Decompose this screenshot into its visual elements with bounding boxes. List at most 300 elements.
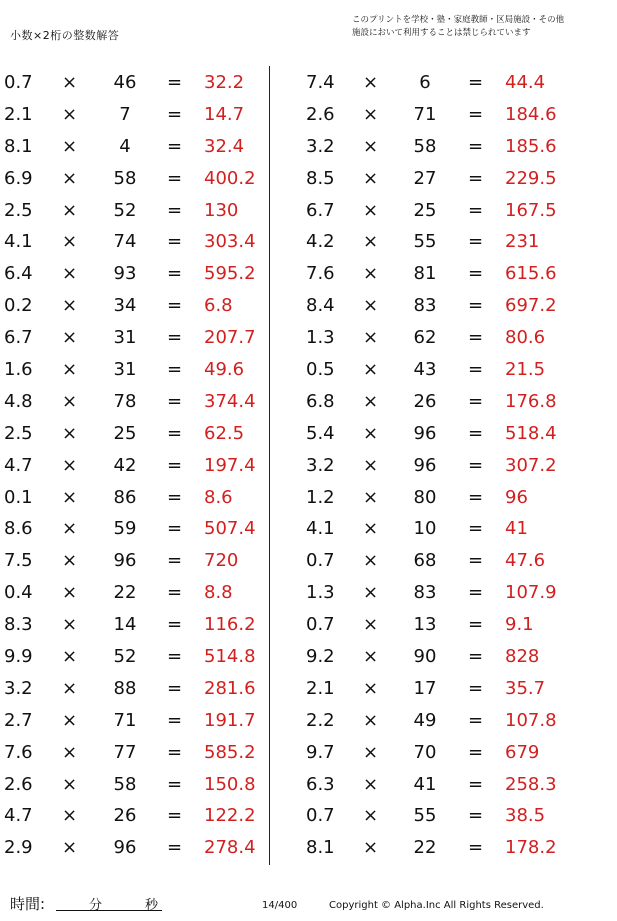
equals-sign: = [167,72,183,93]
answer: 47.6 [505,550,546,572]
answer: 507.4 [204,518,256,540]
answer: 96 [505,486,528,508]
seconds-label: 秒 [145,898,159,913]
problem-row [0,800,300,832]
answer: 374.4 [204,390,256,412]
multiplicand: 9.9 [4,646,33,668]
equals-sign: = [167,741,183,763]
answer: 80.6 [505,327,546,349]
multiplicand: 9.7 [306,741,335,763]
times-sign: × [62,518,78,540]
multiplicand: 3.2 [306,454,335,476]
times-sign: × [363,837,379,859]
equals-sign: = [167,263,183,285]
times-sign: × [62,231,78,253]
usage-notice-line-2: 施設において利用することは禁じられています [352,28,531,38]
multiplicand: 0.5 [306,359,335,381]
multiplicand: 5.4 [306,422,335,444]
times-sign: × [62,359,78,381]
answer: 258.3 [505,773,557,795]
multiplier: 49 [413,709,437,731]
multiplicand: 1.2 [306,486,335,508]
multiplicand: 6.7 [4,327,33,349]
times-sign: × [62,199,78,221]
usage-notice [352,14,564,40]
equals-sign: = [167,167,183,189]
times-sign: × [363,550,379,572]
equals-sign: = [468,359,484,381]
multiplier: 83 [413,582,437,604]
multiplicand: 6.7 [306,199,335,221]
times-sign: × [363,646,379,668]
answer: 720 [204,550,239,572]
equals-sign: = [167,103,183,125]
answer: 828 [505,646,540,668]
multiplier: 70 [413,741,437,763]
answer: 207.7 [204,327,256,349]
equals-sign: = [167,135,183,157]
multiplicand: 7.6 [4,741,33,763]
multiplier: 96 [113,550,137,572]
problem-row [0,131,300,163]
multiplier: 59 [113,518,137,540]
problem-row [300,832,600,864]
multiplier: 4 [119,135,131,157]
problem-row [300,354,600,386]
multiplier: 46 [113,72,137,93]
equals-sign: = [468,486,484,508]
multiplier: 13 [413,614,437,636]
times-sign: × [363,390,379,412]
footer [0,893,617,917]
times-sign: × [363,103,379,125]
equals-sign: = [167,486,183,508]
multiplier: 58 [113,167,137,189]
problem-row [300,195,600,227]
problem-row [0,769,300,801]
multiplicand: 8.5 [306,167,335,189]
answer: 178.2 [505,837,557,859]
multiplicand: 4.1 [306,518,335,540]
multiplicand: 1.6 [4,359,33,381]
multiplicand: 0.7 [4,72,33,93]
time-label: 時間: [10,895,46,913]
times-sign: × [62,486,78,508]
answer: 679 [505,741,540,763]
multiplier: 93 [113,263,137,285]
multiplicand: 0.4 [4,582,33,604]
times-sign: × [62,454,78,476]
multiplicand: 3.2 [4,677,33,699]
answer: 14.7 [204,103,245,125]
times-sign: × [363,135,379,157]
answer: 9.1 [505,614,534,636]
times-sign: × [363,614,379,636]
times-sign: × [363,199,379,221]
answer: 281.6 [204,677,256,699]
multiplier: 25 [413,199,437,221]
problem-row [0,673,300,705]
times-sign: × [62,773,78,795]
equals-sign: = [468,677,484,699]
multiplicand: 8.4 [306,295,335,317]
equals-sign: = [167,295,183,317]
multiplicand: 4.1 [4,231,33,253]
equals-sign: = [167,359,183,381]
answer: 38.5 [505,805,546,827]
multiplicand: 7.4 [306,72,335,93]
times-sign: × [62,263,78,285]
times-sign: × [62,805,78,827]
problem-row [300,737,600,769]
multiplicand: 8.3 [4,614,33,636]
times-sign: × [62,103,78,125]
times-sign: × [363,741,379,763]
equals-sign: = [468,550,484,572]
problem-row [300,131,600,163]
answer: 49.6 [204,359,245,381]
problem-row [300,99,600,131]
multiplier: 68 [413,550,437,572]
equals-sign: = [468,518,484,540]
problems-right-column [300,67,600,864]
multiplier: 22 [113,582,137,604]
multiplier: 80 [413,486,437,508]
multiplicand: 9.2 [306,646,335,668]
answer: 35.7 [505,677,546,699]
multiplier: 81 [413,263,437,285]
times-sign: × [363,582,379,604]
multiplier: 14 [113,614,137,636]
answer: 184.6 [505,103,557,125]
multiplicand: 2.5 [4,422,33,444]
answer: 176.8 [505,390,557,412]
times-sign: × [62,677,78,699]
multiplier: 31 [113,359,137,381]
multiplier: 41 [413,773,437,795]
multiplier: 90 [413,646,437,668]
times-sign: × [363,454,379,476]
equals-sign: = [167,709,183,731]
equals-sign: = [468,741,484,763]
multiplier: 86 [113,486,137,508]
multiplicand: 7.6 [306,263,335,285]
equals-sign: = [167,805,183,827]
times-sign: × [62,167,78,189]
times-sign: × [363,422,379,444]
equals-sign: = [468,199,484,221]
equals-sign: = [167,518,183,540]
minutes-label: 分 [89,898,103,913]
times-sign: × [62,837,78,859]
times-sign: × [363,677,379,699]
problem-row [0,545,300,577]
answer: 41 [505,518,528,540]
equals-sign: = [468,773,484,795]
equals-sign: = [468,72,484,93]
equals-sign: = [468,805,484,827]
problem-row [0,290,300,322]
multiplicand: 6.9 [4,167,33,189]
multiplicand: 1.3 [306,327,335,349]
multiplier: 10 [413,518,437,540]
multiplier: 55 [413,805,437,827]
times-sign: × [363,486,379,508]
problem-row [300,545,600,577]
problem-row [0,832,300,864]
problem-row [300,290,600,322]
multiplicand: 6.4 [4,263,33,285]
equals-sign: = [468,103,484,125]
equals-sign: = [468,646,484,668]
usage-notice-line-1: このプリントを学校・塾・家庭教師・区局施設・その他 [352,15,565,25]
problem-row [0,609,300,641]
equals-sign: = [468,263,484,285]
multiplier: 62 [413,327,437,349]
multiplicand: 0.1 [4,486,33,508]
answer: 116.2 [204,614,256,636]
equals-sign: = [167,837,183,859]
problem-row [300,705,600,737]
equals-sign: = [167,454,183,476]
problem-row [0,641,300,673]
multiplicand: 0.7 [306,614,335,636]
multiplier: 83 [413,295,437,317]
times-sign: × [363,167,379,189]
equals-sign: = [468,390,484,412]
multiplier: 26 [113,805,137,827]
multiplicand: 4.7 [4,454,33,476]
times-sign: × [62,135,78,157]
equals-sign: = [167,550,183,572]
problem-row [0,513,300,545]
times-sign: × [363,805,379,827]
multiplicand: 2.1 [4,103,33,125]
multiplier: 26 [413,390,437,412]
answer: 150.8 [204,773,256,795]
times-sign: × [363,327,379,349]
problem-row [300,67,600,99]
answer: 697.2 [505,295,557,317]
times-sign: × [62,327,78,349]
column-divider [269,66,270,865]
multiplier: 7 [119,103,131,125]
answer: 107.8 [505,709,557,731]
multiplicand: 2.2 [306,709,335,731]
problem-row [300,641,600,673]
problem-row [0,258,300,290]
answer: 307.2 [505,454,557,476]
problem-row [300,163,600,195]
multiplicand: 4.7 [4,805,33,827]
times-sign: × [363,231,379,253]
multiplier: 78 [113,390,137,412]
problem-row [300,609,600,641]
answer: 32.2 [204,72,245,93]
multiplier: 52 [113,199,137,221]
page-number: 14/400 [262,900,298,911]
multiplier: 55 [413,231,437,253]
problem-row [0,705,300,737]
multiplicand: 2.6 [306,103,335,125]
times-sign: × [62,582,78,604]
problem-row [300,769,600,801]
equals-sign: = [468,135,484,157]
times-sign: × [62,390,78,412]
multiplicand: 4.2 [306,231,335,253]
answer: 191.7 [204,709,256,731]
problem-row [0,67,300,99]
problem-row [0,577,300,609]
equals-sign: = [468,422,484,444]
equals-sign: = [167,582,183,604]
multiplicand: 1.3 [306,582,335,604]
problem-row [300,258,600,290]
equals-sign: = [167,231,183,253]
equals-sign: = [167,390,183,412]
answer: 62.5 [204,422,245,444]
multiplicand: 2.5 [4,199,33,221]
multiplicand: 0.7 [306,805,335,827]
problem-row [0,322,300,354]
problem-row [300,226,600,258]
multiplier: 31 [113,327,137,349]
answer: 185.6 [505,135,557,157]
answer: 6.8 [204,295,233,317]
equals-sign: = [468,614,484,636]
problem-row [0,99,300,131]
times-sign: × [62,295,78,317]
multiplier: 42 [113,454,137,476]
answer: 518.4 [505,422,557,444]
multiplier: 96 [413,422,437,444]
answer: 400.2 [204,167,256,189]
problem-row [300,513,600,545]
answer: 197.4 [204,454,256,476]
copyright: Copyright © Alpha.Inc All Rights Reserved. [329,900,544,911]
problem-row [0,163,300,195]
times-sign: × [363,709,379,731]
answer: 44.4 [505,72,546,93]
equals-sign: = [468,231,484,253]
times-sign: × [62,72,78,93]
problem-row [0,386,300,418]
multiplier: 77 [113,741,137,763]
problem-row [300,418,600,450]
equals-sign: = [167,422,183,444]
answer: 8.6 [204,486,233,508]
multiplicand: 2.9 [4,837,33,859]
times-sign: × [363,518,379,540]
times-sign: × [363,72,379,93]
multiplicand: 2.7 [4,709,33,731]
times-sign: × [363,263,379,285]
problem-row [300,577,600,609]
equals-sign: = [468,837,484,859]
equals-sign: = [167,773,183,795]
multiplier: 34 [113,295,137,317]
multiplier: 25 [113,422,137,444]
answer: 303.4 [204,231,256,253]
equals-sign: = [468,454,484,476]
times-sign: × [62,614,78,636]
multiplier: 74 [113,231,137,253]
problem-row [0,450,300,482]
multiplicand: 4.8 [4,390,33,412]
problem-row [0,226,300,258]
multiplier: 96 [113,837,137,859]
multiplicand: 3.2 [306,135,335,157]
equals-sign: = [468,327,484,349]
problem-row [0,418,300,450]
answer: 21.5 [505,359,546,381]
problem-row [300,800,600,832]
multiplicand: 2.1 [306,677,335,699]
times-sign: × [363,295,379,317]
problem-row [300,482,600,514]
problem-row [300,322,600,354]
answer: 231 [505,231,540,253]
multiplicand: 0.2 [4,295,33,317]
multiplier: 52 [113,646,137,668]
multiplier: 88 [113,677,137,699]
problem-row [300,386,600,418]
times-sign: × [62,646,78,668]
multiplier: 22 [413,837,437,859]
worksheet-title: 小数×2桁の整数解答 [10,29,120,42]
answer: 167.5 [505,199,557,221]
problem-row [300,673,600,705]
multiplier: 17 [413,677,437,699]
problem-row [300,450,600,482]
multiplier: 71 [113,709,137,731]
multiplicand: 0.7 [306,550,335,572]
problem-row [0,354,300,386]
answer: 130 [204,199,239,221]
equals-sign: = [468,709,484,731]
multiplicand: 6.8 [306,390,335,412]
equals-sign: = [167,327,183,349]
multiplicand: 8.1 [4,135,33,157]
answer: 585.2 [204,741,256,763]
answer: 32.4 [204,135,245,157]
problem-row [0,482,300,514]
times-sign: × [62,709,78,731]
equals-sign: = [167,199,183,221]
multiplier: 43 [413,359,437,381]
times-sign: × [363,359,379,381]
answer: 8.8 [204,582,233,604]
equals-sign: = [468,167,484,189]
problem-row [0,737,300,769]
multiplier: 6 [419,72,431,93]
multiplicand: 8.6 [4,518,33,540]
answer: 278.4 [204,837,256,859]
multiplier: 58 [413,135,437,157]
times-sign: × [62,422,78,444]
answer: 122.2 [204,805,256,827]
equals-sign: = [167,677,183,699]
times-sign: × [62,741,78,763]
answer: 107.9 [505,582,557,604]
answer: 229.5 [505,167,557,189]
multiplier: 96 [413,454,437,476]
answer: 514.8 [204,646,256,668]
multiplier: 71 [413,103,437,125]
problem-row [0,195,300,227]
equals-sign: = [167,646,183,668]
equals-sign: = [167,614,183,636]
